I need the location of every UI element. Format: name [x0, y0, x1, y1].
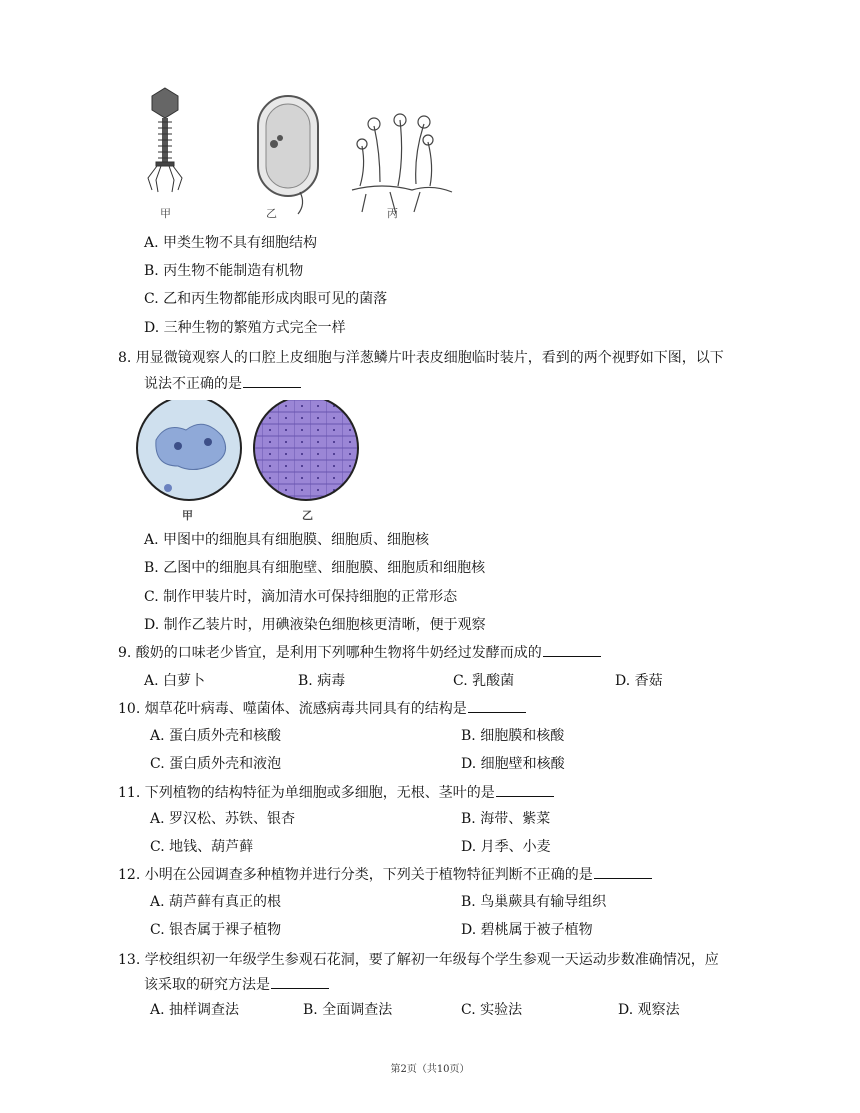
bacteriophage-drawing — [148, 88, 182, 192]
q12-stem — [118, 864, 652, 884]
answer-blank — [243, 375, 301, 388]
q8-option-b: B. 乙图中的细胞具有细胞壁、细胞膜、细胞质和细胞核 — [144, 560, 486, 576]
figure2-caption-jia: 甲 — [182, 509, 193, 522]
answer-blank — [468, 700, 526, 713]
answer-blank — [543, 644, 601, 657]
q10-option-b: B. 细胞膜和核酸 — [461, 728, 565, 744]
figure-microscope-views — [134, 400, 364, 510]
q8-stem-line1: 8. 用显微镜观察人的口腔上皮细胞与洋葱鳞片叶表皮细胞临时装片，看到的两个视野如下图，以下 — [118, 350, 724, 366]
q8-stem-text: 说法不正确的是 — [144, 376, 242, 392]
q12-option-c: C. 银杏属于裸子植物 — [150, 922, 282, 938]
q10-stem — [118, 698, 526, 718]
bacterium-drawing — [258, 96, 318, 214]
q10-stem-text: 10. 烟草花叶病毒、噬菌体、流感病毒共同具有的结构是 — [118, 701, 467, 717]
q13-option-a: A. 抽样调查法 — [150, 1002, 240, 1018]
q9-option-a: A. 白萝卜 — [144, 673, 206, 689]
q12-option-a: A. 葫芦藓有真正的根 — [150, 894, 282, 910]
microscope-views-illustration — [134, 400, 364, 510]
q12-stem-text: 12. 小明在公园调查多种植物并进行分类，下列关于植物特征判断不正确的是 — [118, 867, 593, 883]
figure-organisms — [130, 82, 460, 222]
q13-option-c: C. 实验法 — [461, 1002, 523, 1018]
figure2-caption-yi: 乙 — [302, 509, 313, 522]
q7-option-c: C. 乙和丙生物都能形成肉眼可见的菌落 — [144, 291, 388, 307]
q9-stem-text: 9. 酸奶的口味老少皆宜，是利用下列哪种生物将牛奶经过发酵而成的 — [118, 645, 542, 661]
answer-blank — [594, 866, 652, 879]
q7-option-a: A. 甲类生物不具有细胞结构 — [144, 235, 318, 251]
q7-option-d: D. 三种生物的繁殖方式完全一样 — [144, 320, 346, 336]
q10-option-d: D. 细胞壁和核酸 — [461, 756, 565, 772]
q10-option-a: A. 蛋白质外壳和核酸 — [150, 728, 282, 744]
page-footer: 第2页（共10页） — [390, 1064, 470, 1075]
q10-option-c: C. 蛋白质外壳和液泡 — [150, 756, 282, 772]
figure1-caption-yi: 乙 — [266, 207, 277, 220]
q9-option-b: B. 病毒 — [298, 673, 346, 689]
q9-option-d: D. 香菇 — [615, 673, 663, 689]
q8-option-c: C. 制作甲装片时，滴加清水可保持细胞的正常形态 — [144, 589, 458, 605]
q13-stem-text: 该采取的研究方法是 — [144, 977, 270, 993]
q13-option-d: D. 观察法 — [618, 1002, 680, 1018]
answer-blank — [496, 784, 554, 797]
q9-option-c: C. 乳酸菌 — [453, 673, 515, 689]
organisms-illustration — [130, 82, 460, 222]
q7-option-b: B. 丙生物不能制造有机物 — [144, 263, 304, 279]
q13-option-b: B. 全面调查法 — [303, 1002, 393, 1018]
q11-option-b: B. 海带、紫菜 — [461, 811, 551, 827]
q12-option-b: B. 鸟巢蕨具有输导组织 — [461, 894, 607, 910]
q11-stem-text: 11. 下列植物的结构特征为单细胞或多细胞，无根、茎叶的是 — [118, 785, 495, 801]
q8-stem-line2 — [144, 373, 301, 393]
mold-drawing — [352, 114, 452, 214]
q12-option-d: D. 碧桃属于被子植物 — [461, 922, 593, 938]
answer-blank — [271, 976, 329, 989]
q8-option-a: A. 甲图中的细胞具有细胞膜、细胞质、细胞核 — [144, 532, 430, 548]
q11-option-c: C. 地钱、葫芦藓 — [150, 839, 254, 855]
figure1-caption-bing: 丙 — [387, 207, 398, 220]
q13-stem-line2 — [144, 974, 329, 994]
q11-option-a: A. 罗汉松、苏铁、银杏 — [150, 811, 296, 827]
q9-stem — [118, 642, 601, 662]
q11-option-d: D. 月季、小麦 — [461, 839, 551, 855]
q11-stem — [118, 782, 554, 802]
q8-option-d: D. 制作乙装片时，用碘液染色细胞核更清晰，便于观察 — [144, 617, 486, 633]
figure1-caption-jia: 甲 — [160, 207, 171, 220]
onion-cell-view — [254, 400, 358, 500]
q13-stem-line1: 13. 学校组织初一年级学生参观石花洞，要了解初一年级每个学生参观一天运动步数准确情况，应 — [118, 952, 719, 968]
